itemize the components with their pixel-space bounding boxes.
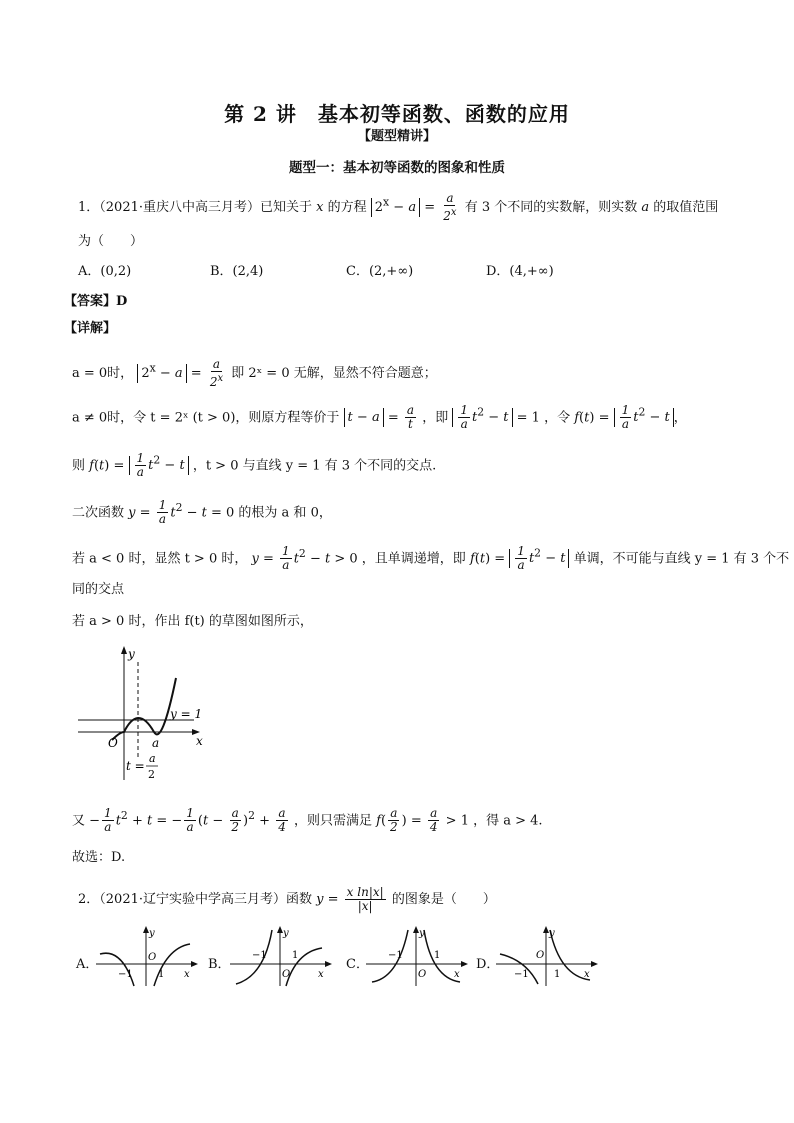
q2-option-a-label: A． [76,957,99,972]
svg-text:x: x [584,969,590,980]
q1-fraction: $\frac{a}{2^x}$ [443,191,457,223]
graph-y-label: y [128,647,135,661]
svg-text:−1: −1 [514,969,529,980]
q1-step7: 若 a > 0 时，作出 f(t) 的草图如图所示， [72,614,313,629]
q1-stem-line2: 为（ ） [78,234,144,249]
q1-stem-line1: 1．（2021·重庆八中高三月考）已知关于 x 的方程 $2^x - a$ = $\frac{a}{2^x}$ 有 3 个不同的实数解，则实数 a 的取值范围 [78,191,719,223]
q1-option-c: C．(2,+∞) [346,264,414,279]
q1-mid1: 的方程 [327,200,367,215]
svg-text:1: 1 [554,969,561,980]
topic-heading: 题型一：基本初等函数的图象和性质 [289,160,505,176]
q1-detail-heading: 【详解】 [64,321,117,336]
y-axis-arrow [121,646,127,654]
q1-step5: 若 a < 0 时，显然 t > 0 时， y = $\frac{1}{a}$ $t^2 - t > 0$ ，且单调递增，即 f(t) = $\frac{1}{a}$ $t^2 - t$ 单调，不可能与直线 y = 1 有 3 个不 [72,544,790,573]
q1-prefix: 1．（2021·重庆八中高三月考）已知关于 [78,200,312,215]
q2-option-b-label: B． [208,957,231,972]
q1-step1: a = 0时， $2^x - a$ = $\frac{a}{2^x}$ 即 2ˣ = 0 无解，显然不符合题意； [72,357,437,389]
q2-option-a-graph [92,924,202,990]
lecture-title: 第 2 讲 基本初等函数、函数的应用 [224,102,570,126]
q1-mid2: 有 3 个不同的实数解，则实数 [464,200,638,215]
graph-origin: O [108,736,118,750]
svg-text:y: y [149,928,155,939]
q1-step6: 同的交点 [72,582,125,597]
q1-option-d: D．(4,+∞) [486,264,554,279]
svg-text:x: x [184,969,190,980]
q2-option-b-graph [226,924,336,990]
graph-a-label: a [152,736,160,750]
q1-step4: 二次函数 y = $\frac{1}{a}$ $t^2 - t = 0$ 的根为 a 和 0， [72,498,332,527]
q2-option-d-label: D． [476,957,500,972]
q1-step3: 则 f(t) = $\frac{1}{a}$ $t^2 - t$ ，t > 0 与直线 y = 1 有 3 个不同的交点. [72,451,437,480]
svg-text:y: y [283,928,289,939]
svg-text:y: y [419,928,425,939]
q2-option-c-graph [362,924,472,990]
svg-text:−1: −1 [252,950,267,961]
svg-text:O: O [148,952,157,963]
f-curve [112,678,176,740]
q1-option-a: A．(0,2) [78,264,132,279]
section-subtitle: 【题型精讲】 [357,129,436,144]
graph-t-label: t = [126,759,145,773]
svg-text:1: 1 [292,950,299,961]
q1-option-b: B．(2,4) [210,264,264,279]
q1-abs-expr: $2^x - a$ [371,198,420,217]
svg-text:O: O [282,969,291,980]
graph-x-label: x [196,734,203,748]
svg-text:1: 1 [158,969,165,980]
svg-text:O: O [536,950,545,961]
q1-mid3: 的取值范围 [653,200,719,215]
svg-text:x: x [454,969,460,980]
q1-step2: a ≠ 0时，令 t = 2ˣ (t > 0)，则原方程等价于 t − a = $\frac{a}{t}$ ，即 $\frac{1}{a}$ $t^2 - t = 1$ ，令 f(t) = $\frac{1}{a}$ $t^2 - t$ ， [72,403,687,432]
svg-text:x: x [318,969,324,980]
x-axis-arrow [191,961,198,967]
q1-conclusion: 故选：D. [72,850,126,865]
svg-text:1: 1 [434,950,441,961]
svg-text:O: O [418,969,427,980]
q2-stem: 2．（2021·辽宁实验中学高三月考）函数 y = $\frac{\text{x ln|x|}}{|x|}$ 的图象是（ ） [78,885,496,913]
svg-text:−1: −1 [388,950,403,961]
graph-frac-den: 2 [148,768,155,781]
svg-text:y: y [549,928,555,939]
q2-option-d-graph [492,924,602,990]
q1-sketch-graph [72,642,222,787]
graph-frac-num: a [149,752,156,765]
q1-answer: 【答案】D [64,294,128,309]
graph-line-label: y = 1 [170,707,203,721]
q2-option-c-label: C． [346,957,369,972]
q1-step8: 又 − $\frac{1}{a}$ $t^2 + t$ = − $\frac{1}{a}$ (t − $\frac{a}{2}$ )$^2$ + $\frac{a}{4}$ ，则只需满足 f( $\frac{a}{2}$ ) = $\frac{a}{4}$ > 1 ，得 a > 4. [72,806,543,835]
svg-text:−1: −1 [118,969,133,980]
